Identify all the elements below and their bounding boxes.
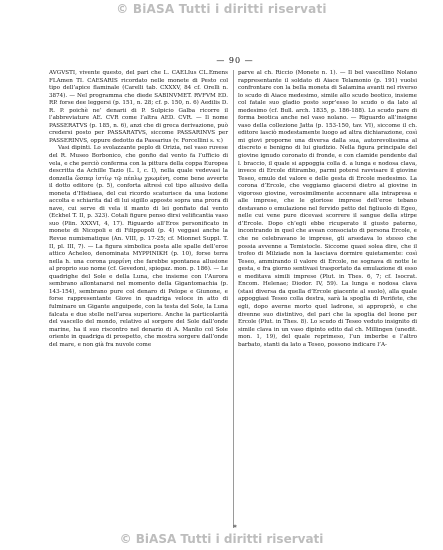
watermark-bottom-text: © BiASA Tutti i diritti riservati xyxy=(119,532,324,546)
bottom-watermark xyxy=(0,532,443,546)
left-paragraph-vasi-dipinti: Vasi dipinti. Lo svolazzante peplo di Orizia, nel vaso ruvese del R. Museo Borbonico, che gonfio dal vento fa l’ufficio di vela, e che perciò conferma con la pittura della coppa Europea descritta da Achille Tazio (L. I, c. I), nella quale vedevasi la donzella ὥσπερ ἱστίῳ τῷ πέπλῳ χρωμένη, come bene avverte il dotto editore (p. 5), conforta altresì col tipo allusivo della moneta d’Histiaea, del cui ricordo scaturisce da una lezione accolta e schiarita dal di lui sigillo apposte sopra una prora di nave, cui serve di vela il manto di lei gonfiato dal vento (Eckhel T. II, p. 323). Cotali figure penso dirsi velificantia vaso suo (Plin. XXXVI, 4, 17). Riguardo all’Eros personificato in monete di Nicopoli e di Filippopoli (p. 4) veggasi anche la Revue numismatique (An. VIII, p. 17-25; cf. Mionnet Suppl. T. II, pl. III, 7). — La figura simbolica posta alle spalle dell’eroe attico Acheleo, denominata ΜΥΡΡΙΝΙΚΗ (p. 10), forse terra nella h. una corona μυρρίνη che farebbe spontanea allusione al proprio suo nome (cf. Gevedoni, spiegaz. mon. p. 186). — Le quadrighe del Sole e della Luna, che insieme con l’Aurora sembrano allontanarsi nel momento della Gigantomachia (p. 143-154), sembrano pure col denaro di Pelope e Giunone, e forse rappresentante Giove in quadriga veloce in atto di fulminare un Gigante anguipede, con la testa del Sole, la Luna falcata e due stelle nell’area superiore. Anche la particolarità del vascello del mondo, relativo al sorgere del Sole dall’onde marine, ha il suo riscontro nel denario di A. Manlio col Sole oriente in quadriga di prospetto, che mostra sorgere dall’onde del mare, e non già fra nuvole come xyxy=(49,145,228,348)
signature-mark: * xyxy=(233,524,237,532)
right-paragraph: parve al ch. Riccio (Monete n. 1). — Il bel vascellino Nolano rappresentante il soldato di Aiace Telamonio (p. 191) vuolsi confrontare con la bella moneta di Salamina avanti nel riverso lo scudo di Aiace medesimo, simile allo scudo beotico, insieme col fatale suo gladio posto sopr’esso lo scudo o da lato al medesimo (cf. Bull. arch. 1835, p. 186-188). Lo scudo pare di forma beotica anche nel vaso nolano. — Riguardo all’insigne vaso della collezione Jatta (p. 153-150, tav. VI), siccome il ch. editore lasciò modestamente luogo ad altra dichiarazione, così mi giovi proporne una diversa dalla sua, autorevolissima al discreto e benigno di lui giudizio. Nella figura principale del giovine ignudo coronato di fronde, e con clamide pendente dal l. braccio, il quale si appoggia colla d. a lunga e nodosa clava, invece di Ercole ditirambo, parmi potersi ravvisare il giovine Teseo, emulo del valore e delle gesta di Ercole medesimo. La corona d’Ercole, che veggiamo giacersi dietro al giovine in vigoroso giovine, verosimilmente accennare alla intrapresa e alle imprese, che le gloriose imprese dell’eroe tebano destavano o emulazione nel fervido petto del figliuolo di Egeo, nelle cui vene pure dicevasi scorrere il sangue della stirpe d’Ercole. Dopo ch’egli ebbe ricuperato il giusto paterno, incontrando in quel che avean consociato di persona Ercole, e che ne celebravano le imprese, gli arsedava lo stesso che possia avvenne a Temistocle. Siccome quasi solea dire, che il trofeo di Milziade non la lasciava dormire quietamente: così Teseo, ammirando il valore di Ercole, ne sognava di notte le gesta, e fra giorno sentivasi trasportato da emulazione di esso e meditava simili imprese (Plut. in Thes. 6, 7; cf. Isocrat. Encom. Helenae; Diodor. IV, 59). La lunga e nodosa clava (stasi diversa da quella d’Ercole giacente al suolo), alla quale appoggiasi Teseo colla destra, sarà la spoglia di Perifete, che egli, dopo averne morto quel ladrone, si appropriò, e che divenne suo distintivo, del pari che la spoglia del leone per Ercole (Plut. in Thes. 8). Lo scudo di Teseo veduto insignito di simile clava in un vaso dipinto edito dal ch. Millingen (unedit. mon. 1, 19), del quale reprimeso, l’un imberbe e l’altro barbato, stanti da lato a Teseo, possono indicare l’A- xyxy=(238,70,417,348)
left-paragraph-inscriptions: AVGVSTI, vivente questo, del pari che L. CAELIus CL.Emens FLAmen TI. CAESARIS ricordato nelle monete di Pesto col tipo dell’apice flaminale (Carelli tab. CXXXV, 84 cf. Orelli n. 3874). — Nel programma che diede SABINVMET. RVFVM ED. RP. forse dee leggersi (p. 151, n. 28; cf. p. 150, n. 6) Aedilis D. R. P. poichè ne’ denarii di P. Sulpicio Galba ricorre il l’abbreviature AE. CVR come l’altra AED. CVR. — Il nome PASSERATVS (p. 185, n. 6), anzi che di greca derivazione, può credersi posto per PASSARATVS, siccome PASSARINVS per PASSERINVS, oppure dedotto da Passarius (v. Forcellini s. v.) xyxy=(49,70,228,144)
page-number: — 90 — xyxy=(216,56,254,65)
document-page xyxy=(49,56,421,532)
left-column xyxy=(49,70,228,349)
bottom-watermark-banner xyxy=(0,532,443,550)
top-watermark xyxy=(0,2,443,16)
watermark-top-text: © BiASA Tutti i diritti riservati xyxy=(116,2,327,16)
column-divider xyxy=(233,70,234,528)
right-column xyxy=(238,70,417,349)
top-watermark-banner xyxy=(0,0,443,18)
